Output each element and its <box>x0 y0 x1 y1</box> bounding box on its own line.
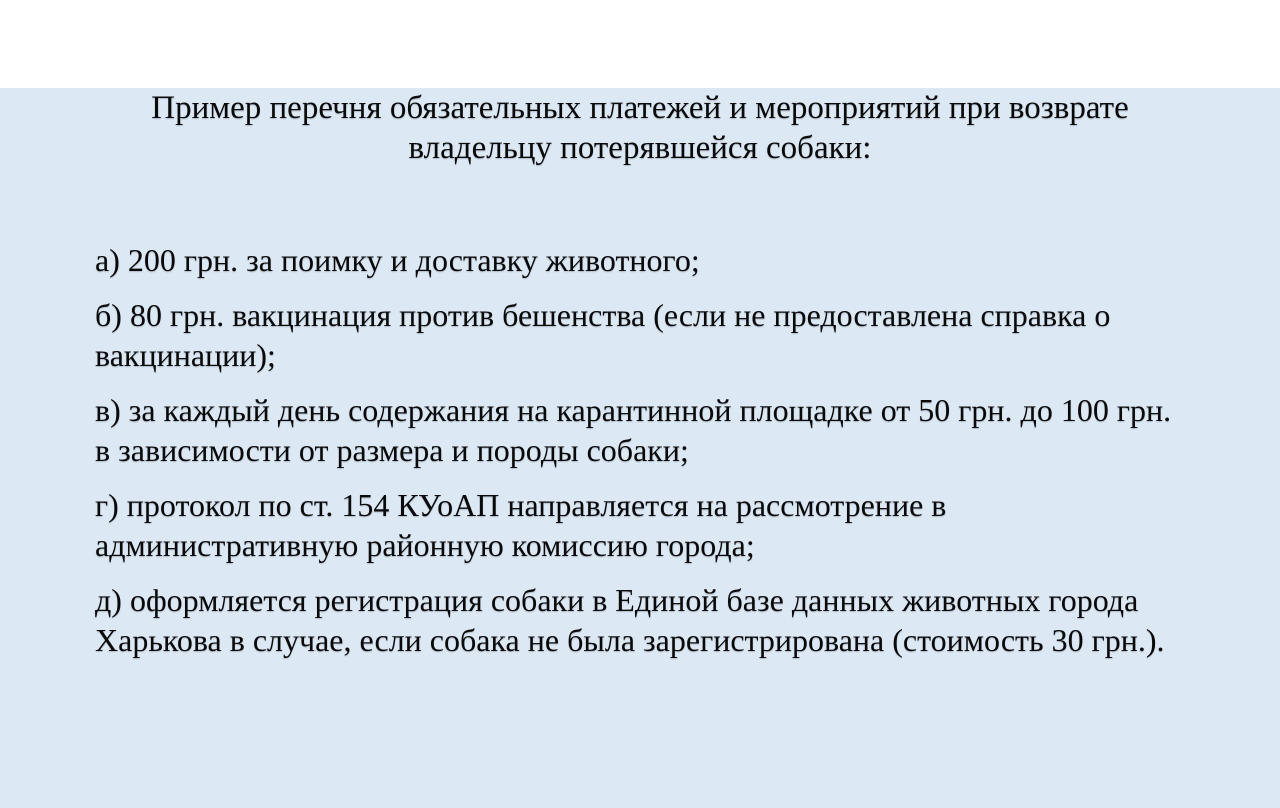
slide-body <box>95 240 1192 660</box>
list-item-b: б) 80 грн. вакцинация против бешенства (если не предоставлена справка о вакцинации); <box>95 297 1111 373</box>
slide <box>0 88 1280 808</box>
list-item-g: г) протокол по ст. 154 КУоАП направляется на рассмотрение в административную районную комиссию города; <box>95 487 947 563</box>
list-item-d: д) оформляется регистрация собаки в Единой базе данных животных города Харькова в случае, если собака не была зарегистрирована (стоимость 30 грн.). <box>95 582 1165 658</box>
list-item-a: а) 200 грн. за поимку и доставку животного; <box>95 242 700 278</box>
slide-title: Пример перечня обязательных платежей и мероприятий при возврате владельцу потерявшейся собаки: <box>151 90 1129 166</box>
list-item-v: в) за каждый день содержания на карантинной площадке от 50 грн. до 100 грн. в зависимости от размера и породы собаки; <box>95 392 1172 468</box>
